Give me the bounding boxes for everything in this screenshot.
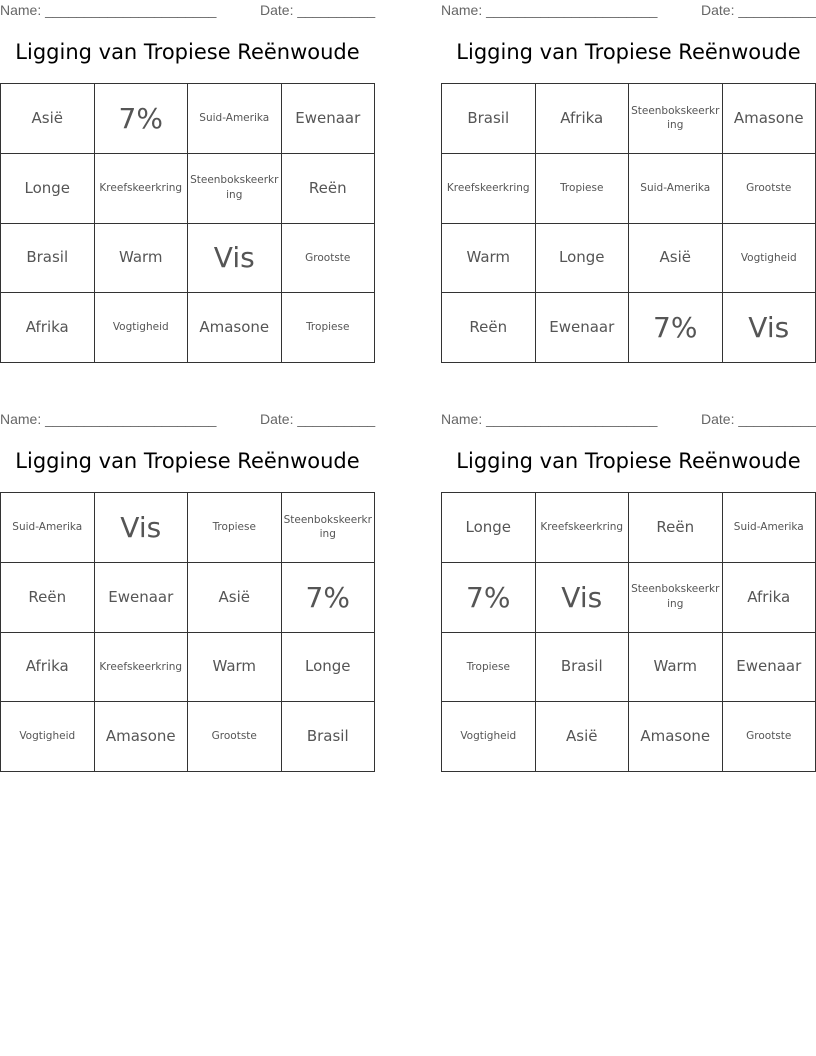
bingo-cell: Asië [188,563,282,633]
card-header [0,411,375,429]
bingo-cell: Longe [442,493,536,563]
bingo-grid [0,83,375,363]
bingo-cell: Amasone [95,702,189,772]
card-title: Ligging van Tropiese Reënwoude [456,449,801,473]
bingo-cell: Longe [282,633,376,703]
bingo-cell: Afrika [1,293,95,363]
bingo-cell: Grootste [723,154,816,224]
bingo-cell: Reën [442,293,536,363]
bingo-cell: Vogtigheid [1,702,95,772]
card-title: Ligging van Tropiese Reënwoude [15,40,360,64]
bingo-cell: Steenbokskeerkring [629,84,723,154]
bingo-cell: Afrika [723,563,816,633]
bingo-cell: Reën [282,154,376,224]
bingo-cell: Vis [536,563,630,633]
bingo-cell: Vogtigheid [95,293,189,363]
bingo-cell: Warm [188,633,282,703]
bingo-cell: Amasone [629,702,723,772]
date-field: Date: __________ [701,411,816,427]
card-header [0,2,375,20]
card-title: Ligging van Tropiese Reënwoude [456,40,801,64]
bingo-cell: Afrika [1,633,95,703]
bingo-cell: Brasil [442,84,536,154]
bingo-cell: Tropiese [282,293,376,363]
card-header [441,2,816,20]
bingo-grid [441,492,816,772]
bingo-cell: Ewenaar [282,84,376,154]
name-field: Name: ______________________ [0,2,217,18]
bingo-cell: Asië [536,702,630,772]
bingo-cell: Ewenaar [723,633,816,703]
bingo-cell: Warm [95,224,189,294]
name-field: Name: ______________________ [441,411,658,427]
bingo-cell: Kreefskeerkring [95,154,189,224]
bingo-cell: Kreefskeerkring [442,154,536,224]
bingo-grid [441,83,816,363]
bingo-cell: Asië [629,224,723,294]
bingo-cell: 7% [282,563,376,633]
bingo-cell: Brasil [282,702,376,772]
bingo-cell: 7% [95,84,189,154]
bingo-cell: Reën [629,493,723,563]
bingo-cell: Grootste [188,702,282,772]
date-field: Date: __________ [260,411,376,427]
name-field: Name: ______________________ [441,2,658,18]
bingo-cell: Longe [536,224,630,294]
bingo-cell: Vis [188,224,282,294]
bingo-cell: Tropiese [188,493,282,563]
bingo-cell: Vis [95,493,189,563]
bingo-cell: Kreefskeerkring [536,493,630,563]
bingo-cell: Suid-Amerika [188,84,282,154]
date-field: Date: __________ [701,2,816,18]
bingo-cell: Grootste [282,224,376,294]
bingo-cell: Afrika [536,84,630,154]
card-header [441,411,816,429]
bingo-cell: Warm [442,224,536,294]
bingo-cell: Reën [1,563,95,633]
bingo-cell: Asië [1,84,95,154]
bingo-cell: Vogtigheid [442,702,536,772]
bingo-cell: Suid-Amerika [723,493,816,563]
bingo-cell: Steenbokskeerkring [282,493,376,563]
date-field: Date: __________ [260,2,376,18]
bingo-cell: Grootste [723,702,816,772]
bingo-cell: Brasil [536,633,630,703]
card-title: Ligging van Tropiese Reënwoude [15,449,360,473]
bingo-cell: Ewenaar [536,293,630,363]
bingo-cell: Amasone [188,293,282,363]
bingo-cell: Ewenaar [95,563,189,633]
bingo-cell: Vis [723,293,816,363]
bingo-cell: Amasone [723,84,816,154]
bingo-cell: Vogtigheid [723,224,816,294]
bingo-cell: 7% [442,563,536,633]
bingo-cell: Tropiese [536,154,630,224]
bingo-cell: Steenbokskeerkring [629,563,723,633]
bingo-cell: Tropiese [442,633,536,703]
bingo-cell: Brasil [1,224,95,294]
bingo-cell: Steenbokskeerkring [188,154,282,224]
bingo-cell: 7% [629,293,723,363]
bingo-cell: Suid-Amerika [1,493,95,563]
bingo-cell: Kreefskeerkring [95,633,189,703]
bingo-cell: Suid-Amerika [629,154,723,224]
bingo-cell: Warm [629,633,723,703]
bingo-cell: Longe [1,154,95,224]
bingo-grid [0,492,375,772]
name-field: Name: ______________________ [0,411,217,427]
